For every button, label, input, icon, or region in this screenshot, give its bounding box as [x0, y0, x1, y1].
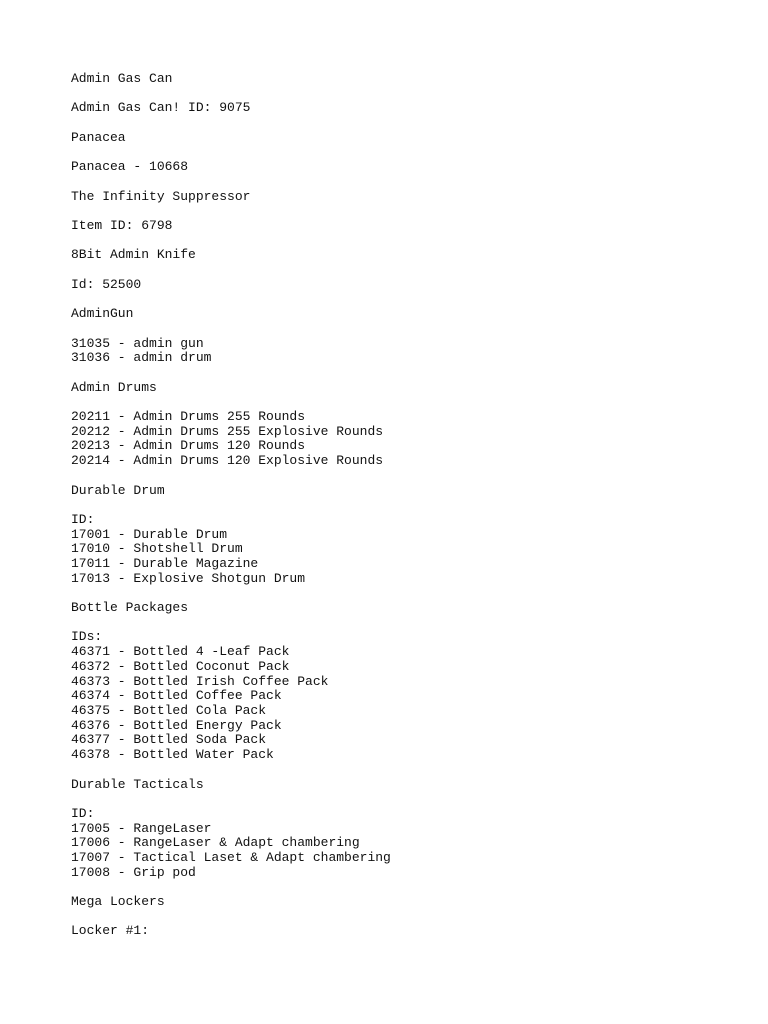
block-admingun-ids	[71, 337, 748, 366]
text-line: 17013 - Explosive Shotgun Drum	[71, 570, 306, 586]
text-line: 46372 - Bottled Coconut Pack	[71, 658, 290, 674]
block-bottle-packages-ids	[71, 630, 748, 762]
text-line: 17001 - Durable Drum	[71, 526, 228, 542]
text-line: The Infinity Suppressor	[71, 188, 251, 204]
text-line: Id: 52500	[71, 276, 142, 292]
text-line: 20213 - Admin Drums 120 Rounds	[71, 438, 306, 454]
block-admin-gas-can-id	[71, 101, 748, 116]
text-line: 46373 - Bottled Irish Coffee Pack	[71, 673, 329, 689]
block-admin-drums-title	[71, 381, 748, 396]
block-admin-drums-ids	[71, 410, 748, 469]
text-line: Bottle Packages	[71, 600, 189, 616]
text-line: 17010 - Shotshell Drum	[71, 541, 243, 557]
text-line: 17011 - Durable Magazine	[71, 556, 259, 571]
text-line: ID:	[71, 805, 95, 821]
text-line: AdminGun	[71, 306, 134, 322]
text-line: 17007 - Tactical Laset & Adapt chambering	[71, 850, 391, 865]
block-durable-drum-ids	[71, 513, 748, 587]
text-line: Panacea	[71, 129, 126, 145]
block-durable-drum-title	[71, 484, 748, 499]
block-locker-1-title	[71, 924, 748, 939]
text-line: 31035 - admin gun	[71, 335, 204, 351]
block-panacea-title	[71, 131, 748, 146]
block-durable-tacticals-ids	[71, 807, 748, 881]
text-line: Item ID: 6798	[71, 217, 173, 233]
block-infinity-suppressor-id	[71, 219, 748, 234]
text-line: 8Bit Admin Knife	[71, 247, 196, 263]
text-line: 46374 - Bottled Coffee Pack	[71, 688, 282, 704]
text-line: 46371 - Bottled 4 -Leaf Pack	[71, 644, 290, 660]
text-line: Durable Tacticals	[71, 776, 204, 792]
text-line: 20211 - Admin Drums 255 Rounds	[71, 409, 306, 424]
text-line: Admin Gas Can! ID: 9075	[71, 100, 251, 116]
text-line: ID:	[71, 511, 95, 527]
text-line: Durable Drum	[71, 482, 165, 498]
block-admingun-title	[71, 307, 748, 322]
text-line: IDs:	[71, 629, 103, 645]
block-8bit-admin-knife-title	[71, 248, 748, 263]
text-line: 31036 - admin drum	[71, 350, 212, 366]
block-panacea-id	[71, 160, 748, 175]
text-line: 17006 - RangeLaser & Adapt chambering	[71, 835, 360, 851]
text-line: 46376 - Bottled Energy Pack	[71, 717, 282, 733]
block-mega-lockers-title	[71, 895, 748, 910]
text-line: Admin Gas Can	[71, 71, 173, 86]
text-line: Mega Lockers	[71, 894, 165, 910]
text-line: 46377 - Bottled Soda Pack	[71, 732, 267, 748]
text-line: 17005 - RangeLaser	[71, 820, 212, 836]
text-line: 20212 - Admin Drums 255 Explosive Rounds	[71, 423, 384, 439]
text-line: 17008 - Grip pod	[71, 864, 196, 880]
block-8bit-admin-knife-id	[71, 278, 748, 293]
document-page	[71, 72, 748, 954]
text-line: Locker #1:	[71, 923, 150, 939]
text-line: 20214 - Admin Drums 120 Explosive Rounds	[71, 453, 384, 469]
block-durable-tacticals-title	[71, 778, 748, 793]
block-infinity-suppressor-title	[71, 190, 748, 205]
text-line: Admin Drums	[71, 379, 157, 395]
block-admin-gas-can-title	[71, 72, 748, 87]
block-bottle-packages-title	[71, 601, 748, 616]
text-line: Panacea - 10668	[71, 159, 189, 175]
text-line: 46375 - Bottled Cola Pack	[71, 703, 267, 718]
text-line: 46378 - Bottled Water Pack	[71, 747, 274, 763]
